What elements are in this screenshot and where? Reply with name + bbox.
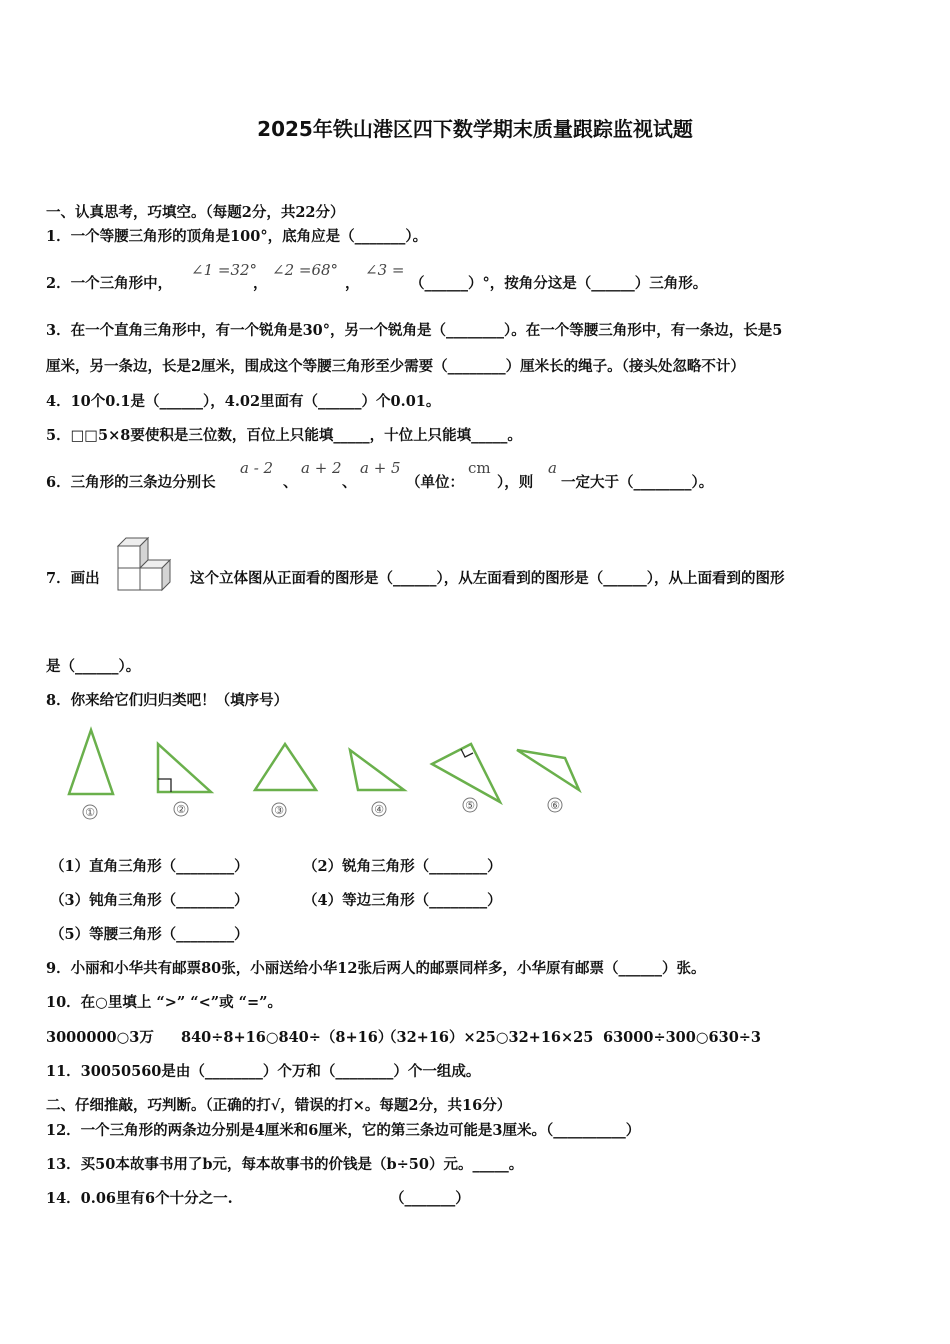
q8-item-4: （4）等边三角形（________） — [303, 892, 502, 909]
question-8: 8．你来给它们归归类吧！（填序号） — [46, 692, 289, 709]
question-2 — [46, 274, 172, 294]
side-3-expression: a + 5 — [360, 459, 401, 477]
unit-open: （单位： — [406, 474, 464, 491]
question-7: 这个立体图从正面看的图形是（______），从左面看到的图形是（______），从上面看到的图形 — [190, 570, 785, 587]
question-6-prefix: 6．三角形的三条边分别长 — [46, 474, 216, 491]
label-2: ② — [176, 803, 186, 816]
separator: 、 — [342, 474, 357, 491]
side-2-expression: a + 2 — [301, 459, 342, 477]
triangle-5 — [432, 744, 500, 802]
separator: 、 — [283, 474, 298, 491]
triangle-3 — [255, 744, 316, 790]
question-1: 1．一个等腰三角形的顶角是100°，底角应是（_______）。 — [46, 228, 428, 245]
angle-3-expression: ∠3 = — [365, 261, 405, 279]
angle-2-expression: ∠2 =68° — [272, 261, 339, 279]
separator: ， — [345, 275, 360, 292]
triangles-figure — [60, 724, 590, 824]
question-14-blank: （_______） — [390, 1190, 470, 1207]
section-2-heading: 二、仔细推敲，巧判断。（正确的打√，错误的打×。每题2分，共16分） — [46, 1097, 512, 1114]
question-2-suffix: （______）°，按角分这是（______）三角形。 — [410, 275, 708, 292]
triangle-2 — [158, 744, 211, 792]
separator: ， — [253, 275, 268, 292]
q10-item-4: 63000÷300○630÷3 — [603, 1029, 762, 1046]
label-4: ④ — [374, 803, 384, 816]
section-1-heading: 一、认真思考，巧填空。（每题2分，共22分） — [46, 204, 345, 221]
question-4: 4．10个0.1是（______），4.02里面有（______）个0.01。 — [46, 393, 441, 410]
question-2-prefix: 2．一个三角形中， — [46, 275, 173, 292]
q8-item-5: （5）等腰三角形（________） — [50, 926, 249, 943]
question-9: 9．小丽和小华共有邮票80张，小丽送给小华12张后两人的邮票同样多，小华原有邮票（______）张。 — [46, 960, 706, 977]
side-1-expression: a - 2 — [240, 459, 274, 477]
question-5: 5．□□5×8要使积是三位数，百位上只能填_____，十位上只能填_____。 — [46, 427, 522, 444]
q10-item-1: 3000000○3万 — [46, 1029, 154, 1046]
question-7-prefix: 7．画出 — [46, 570, 100, 587]
label-5: ⑤ — [465, 799, 475, 812]
label-1: ① — [85, 806, 95, 819]
q8-item-1: （1）直角三角形（________） — [50, 858, 249, 875]
triangle-1 — [69, 730, 113, 794]
unit-cm: cm — [468, 459, 491, 477]
question-3-line-2: 厘米，另一条边，长是2厘米，围成这个等腰三角形至少需要（________）厘米长的绳子。（接头处忽略不计） — [46, 358, 745, 375]
question-6-suffix: 一定大于（________）。 — [561, 474, 714, 491]
question-14: 14．0.06里有6个十分之一. — [46, 1190, 233, 1207]
question-10: 10．在○里填上 “>” “<”或 “=”。 — [46, 994, 282, 1011]
question-7-line-2: 是（______）。 — [46, 658, 141, 675]
page-title: 2025年铁山港区四下数学期末质量跟踪监视试题 — [257, 117, 693, 141]
q8-item-2: （2）锐角三角形（________） — [303, 858, 502, 875]
triangle-4 — [350, 750, 404, 790]
unit-close: ），则 — [497, 474, 534, 491]
triangle-6 — [517, 750, 579, 790]
label-3: ③ — [274, 804, 284, 817]
variable-a: a — [548, 459, 557, 477]
q10-item-2: 840÷8+16○840÷（8+16） — [181, 1029, 393, 1046]
question-13: 13．买50本故事书用了b元，每本故事书的价钱是（b÷50）元。_____。 — [46, 1156, 524, 1173]
q8-item-3: （3）钝角三角形（________） — [50, 892, 249, 909]
cube-stack-figure — [112, 530, 178, 598]
q10-item-3: （32+16）×25○32+16×25 — [382, 1029, 594, 1046]
angle-1-expression: ∠1 =32° — [191, 261, 258, 279]
question-12: 12．一个三角形的两条边分别是4厘米和6厘米，它的第三条边可能是3厘米。（__________） — [46, 1122, 641, 1139]
question-11: 11．30050560是由（________）个万和（________）个一组成。 — [46, 1063, 481, 1080]
label-6: ⑥ — [550, 799, 560, 812]
question-3-line-1: 3．在一个直角三角形中，有一个锐角是30°，另一个锐角是（________）。在一个等腰三角形中，有一条边，长是5 — [46, 322, 783, 339]
